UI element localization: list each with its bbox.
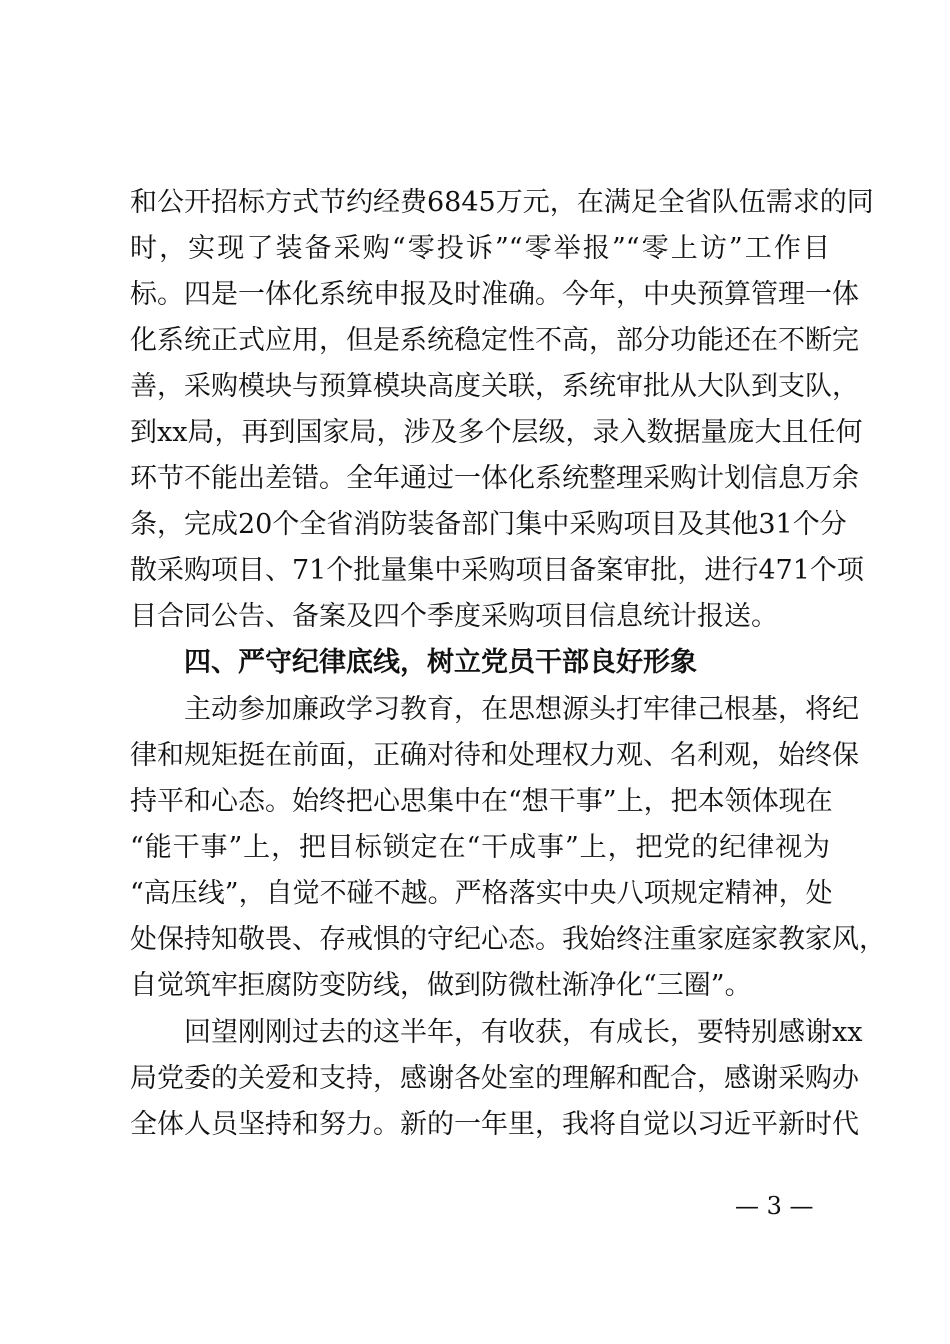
text-line: 时，实现了装备采购“零投诉”“零举报”“零上访”工作目 bbox=[130, 233, 830, 264]
text-line: 自觉筑牢拒腐防变防线，做到防微杜渐净化“三圈”。 bbox=[130, 970, 752, 1001]
page-number: — 3 — bbox=[735, 1192, 814, 1220]
text-line: 目合同公告、备案及四个季度采购项目信息统计报送。 bbox=[130, 601, 778, 632]
text-line: 化系统正式应用，但是系统稳定性不高，部分功能还在不断完 bbox=[130, 325, 859, 356]
text-line: 持平和心态。始终把心思集中在“想干事”上，把本领体现在 bbox=[130, 786, 833, 817]
text-line: 律和规矩挺在前面，正确对待和处理权力观、名利观，始终保 bbox=[130, 740, 859, 771]
text-line: 散采购项目、71个批量集中采购项目备案审批，进行471个项 bbox=[130, 555, 864, 586]
text-line: 回望刚刚过去的这半年，有收获，有成长，要特别感谢xx bbox=[184, 1017, 863, 1048]
text-line: “高压线”，自觉不碰不越。严格落实中央八项规定精神，处 bbox=[130, 878, 833, 909]
text-line: 局党委的关爱和支持，感谢各处室的理解和配合，感谢采购办 bbox=[130, 1063, 859, 1094]
section-heading: 四、严守纪律底线，树立党员干部良好形象 bbox=[184, 647, 697, 678]
text-line: 和公开招标方式节约经费6845万元，在满足全省队伍需求的同 bbox=[130, 187, 874, 218]
text-line: 到xx局，再到国家局，涉及多个层级，录入数据量庞大且任何 bbox=[130, 417, 863, 448]
text-line: 全体人员坚持和努力。新的一年里，我将自觉以习近平新时代 bbox=[130, 1109, 859, 1140]
text-line: 处保持知敬畏、存戒惧的守纪心态。我始终注重家庭家教家风， bbox=[130, 924, 886, 955]
text-line: 标。四是一体化系统申报及时准确。今年，中央预算管理一体 bbox=[130, 279, 859, 310]
text-line: “能干事”上，把目标锁定在“干成事”上，把党的纪律视为 bbox=[130, 832, 830, 863]
text-line: 条，完成20个全省消防装备部门集中采购项目及其他31个分 bbox=[130, 509, 847, 540]
text-line: 善，采购模块与预算模块高度关联，系统审批从大队到支队， bbox=[130, 371, 859, 402]
text-line: 主动参加廉政学习教育，在思想源头打牢律己根基，将纪 bbox=[184, 694, 859, 725]
text-line: 环节不能出差错。全年通过一体化系统整理采购计划信息万余 bbox=[130, 463, 859, 494]
